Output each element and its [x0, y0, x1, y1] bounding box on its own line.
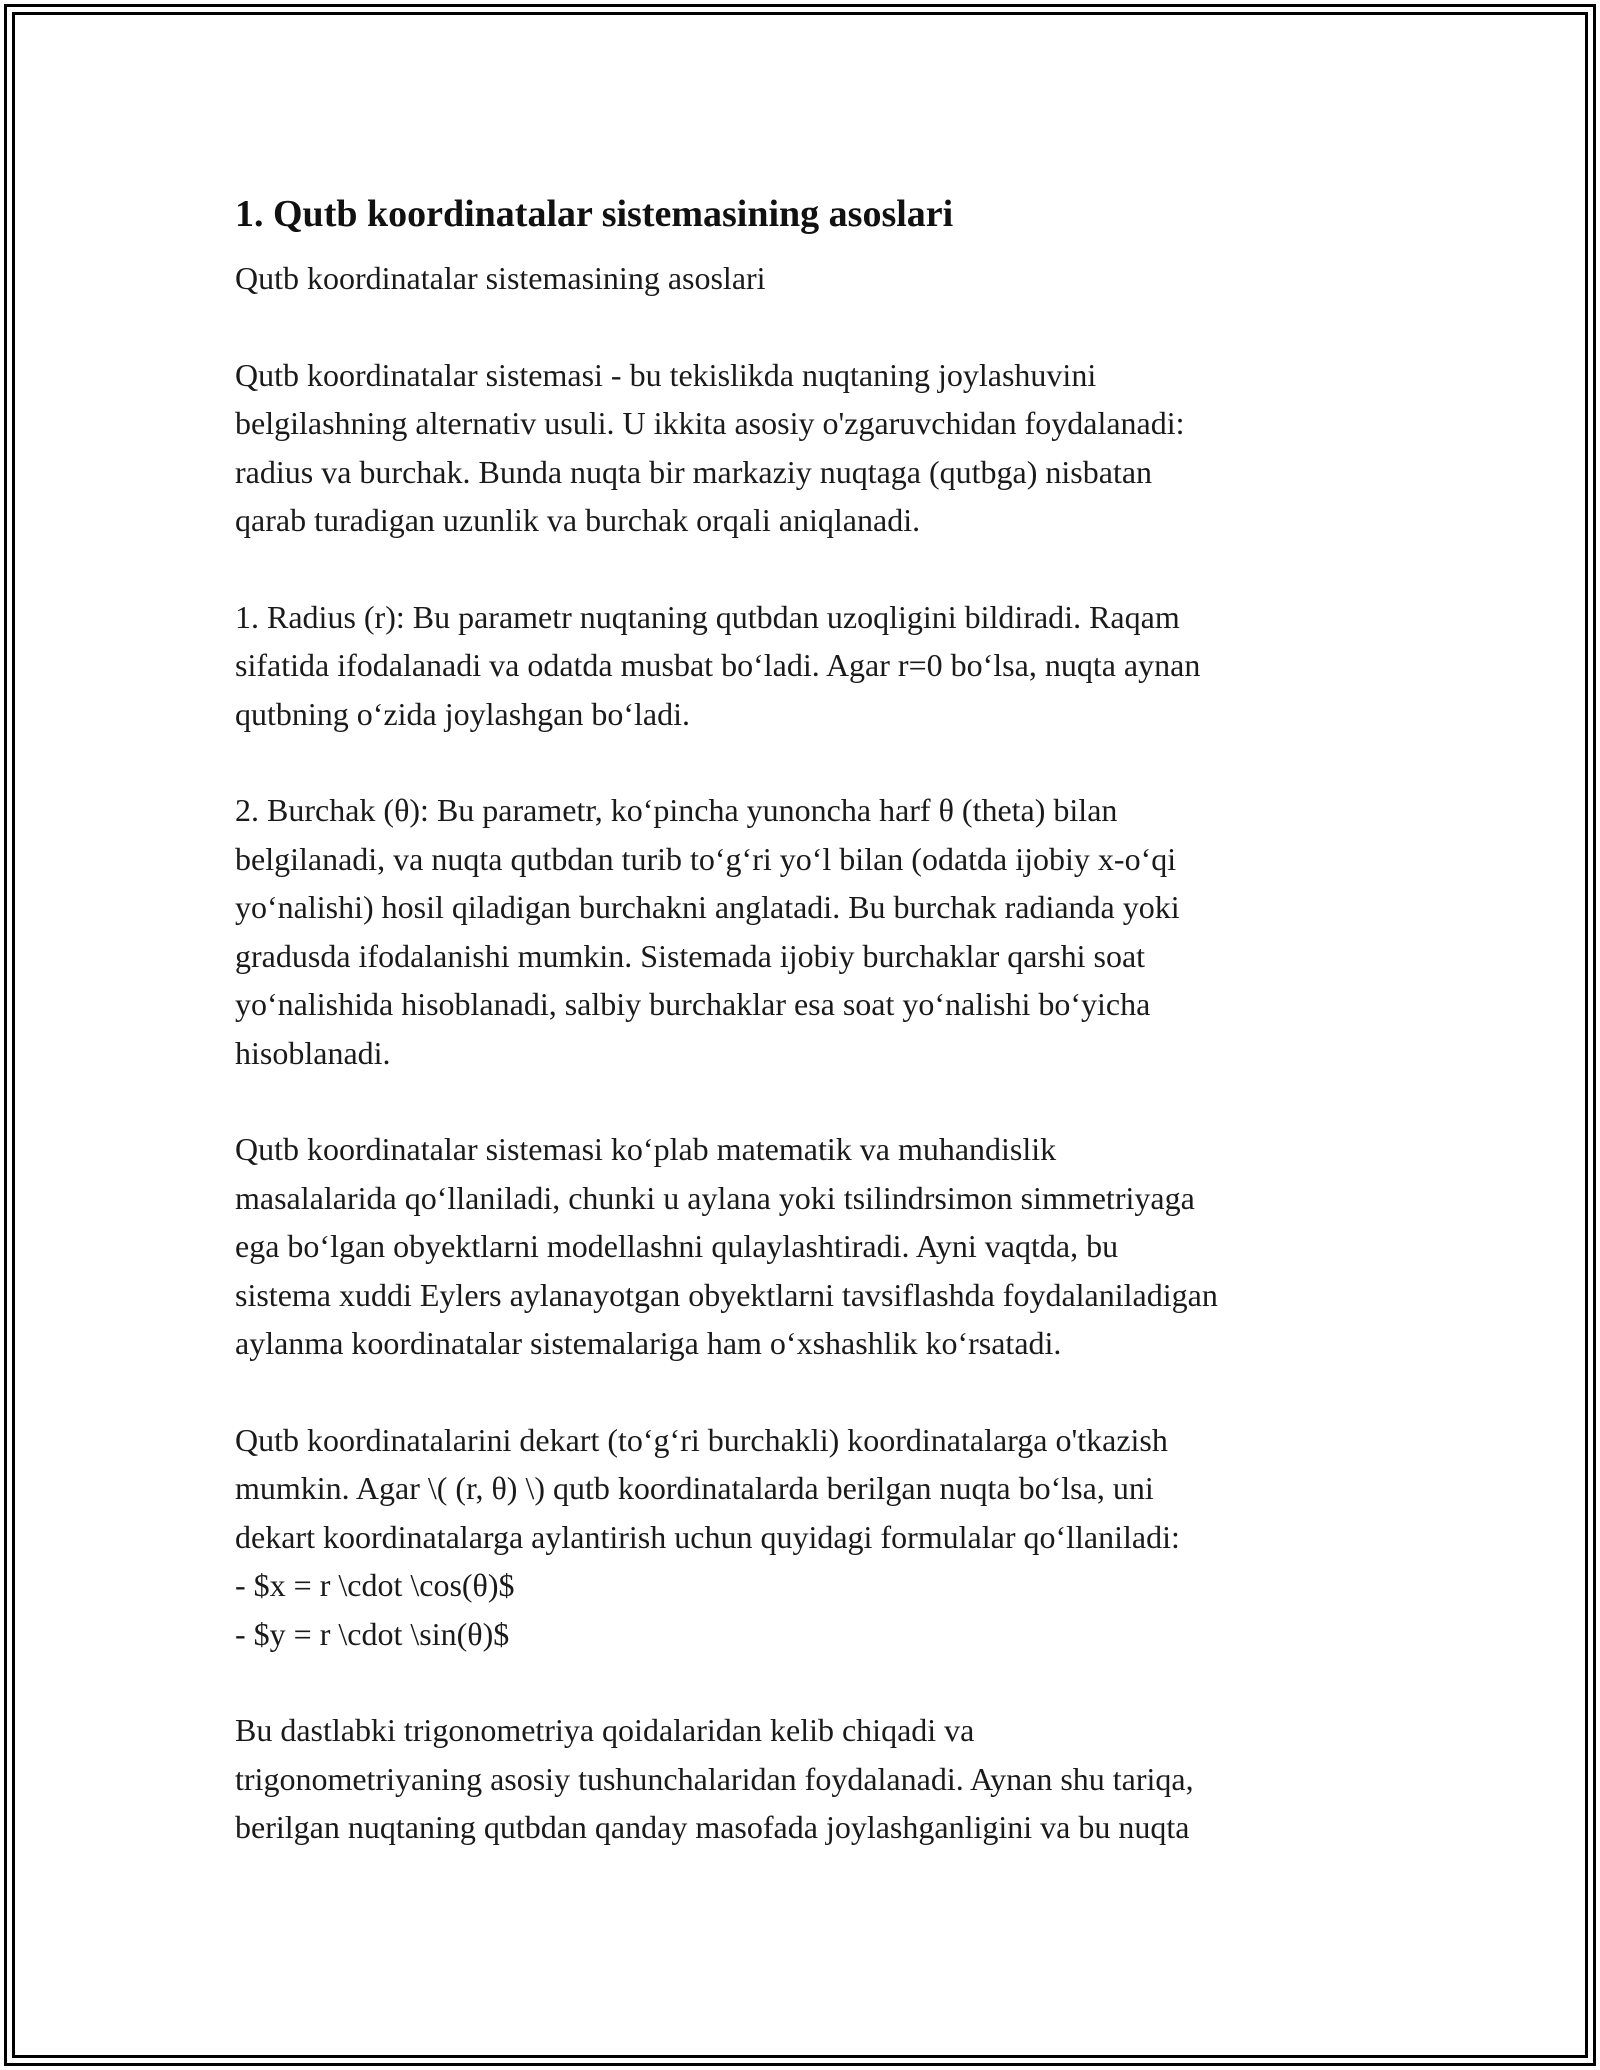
paragraph-applications: Qutb koordinatalar sistemasi koʻplab matematik va muhandislik masalalarida qoʻllaniladi, chunki u aylana yoki tsilindrsimon simmetriyaga ega boʻlgan obyektlarni modellashni qulaylashtiradi. Ayni vaqtda, bu sistema xuddi Eylers aylanayotgan obyektlarni tavsiflashda foydalaniladigan aylanma koordinatalar sistemalariga ham oʻxshashlik koʻrsatadi.	[235, 1131, 1218, 1361]
paragraph-trigonometry: Bu dastlabki trigonometriya qoidalaridan kelib chiqadi va trigonometriyaning asosiy tushunchalaridan foydalanadi. Aynan shu tariqa, berilgan nuqtaning qutbdan qanday masofada joylashganligini va bu nuqta	[235, 1712, 1194, 1845]
document-body	[235, 186, 1385, 1852]
section-title: 1. Qutb koordinatalar sistemasining asoslari	[235, 193, 954, 235]
paragraph-radius: 1. Radius (r): Bu parametr nuqtaning qutbdan uzoqligini bildiradi. Raqam sifatida ifodalanadi va odatda musbat boʻladi. Agar r=0 boʻlsa, nuqta aynan qutbning oʻzida joylashgan boʻladi.	[235, 598, 1201, 732]
paragraph-intro: Qutb koordinatalar sistemasi - bu tekislikda nuqtaning joylashuvini belgilashning alternativ usuli. U ikkita asosiy o'zgaruvchidan foydalanadi: radius va burchak. Bunda nuqta bir markaziy nuqtaga (qutbga) nisbatan qarab turadigan uzunlik va burchak orqali aniqlanadi.	[235, 356, 1185, 538]
section-subtitle: Qutb koordinatalar sistemasining asoslari	[235, 260, 766, 296]
paragraph-angle: 2. Burchak (θ): Bu parametr, koʻpincha yunoncha harf θ (theta) bilan belgilanadi, va nuqta qutbdan turib toʻgʻri yoʻl bilan (odatda ijobiy x-oʻqi yoʻnalishi) hosil qiladigan burchakni anglatadi. Bu burchak radianda yoki gradusda ifodalanishi mumkin. Sistemada ijobiy burchaklar qarshi soat yoʻnalishida hisoblanadi, salbiy burchaklar esa soat yoʻnalishi boʻyicha hisoblanadi.	[235, 792, 1180, 1071]
paragraph-conversion: Qutb koordinatalarini dekart (toʻgʻri burchakli) koordinatalarga o'tkazish mumkin. Agar \( (r, θ) \) qutb koordinatalarda berilgan nuqta boʻlsa, uni dekart koordinatalarga aylantirish uchun quyidagi formulalar qoʻllaniladi: - $x = r \cdot \cos(θ)$ - $y = r \cdot \sin(θ)$	[235, 1421, 1180, 1652]
